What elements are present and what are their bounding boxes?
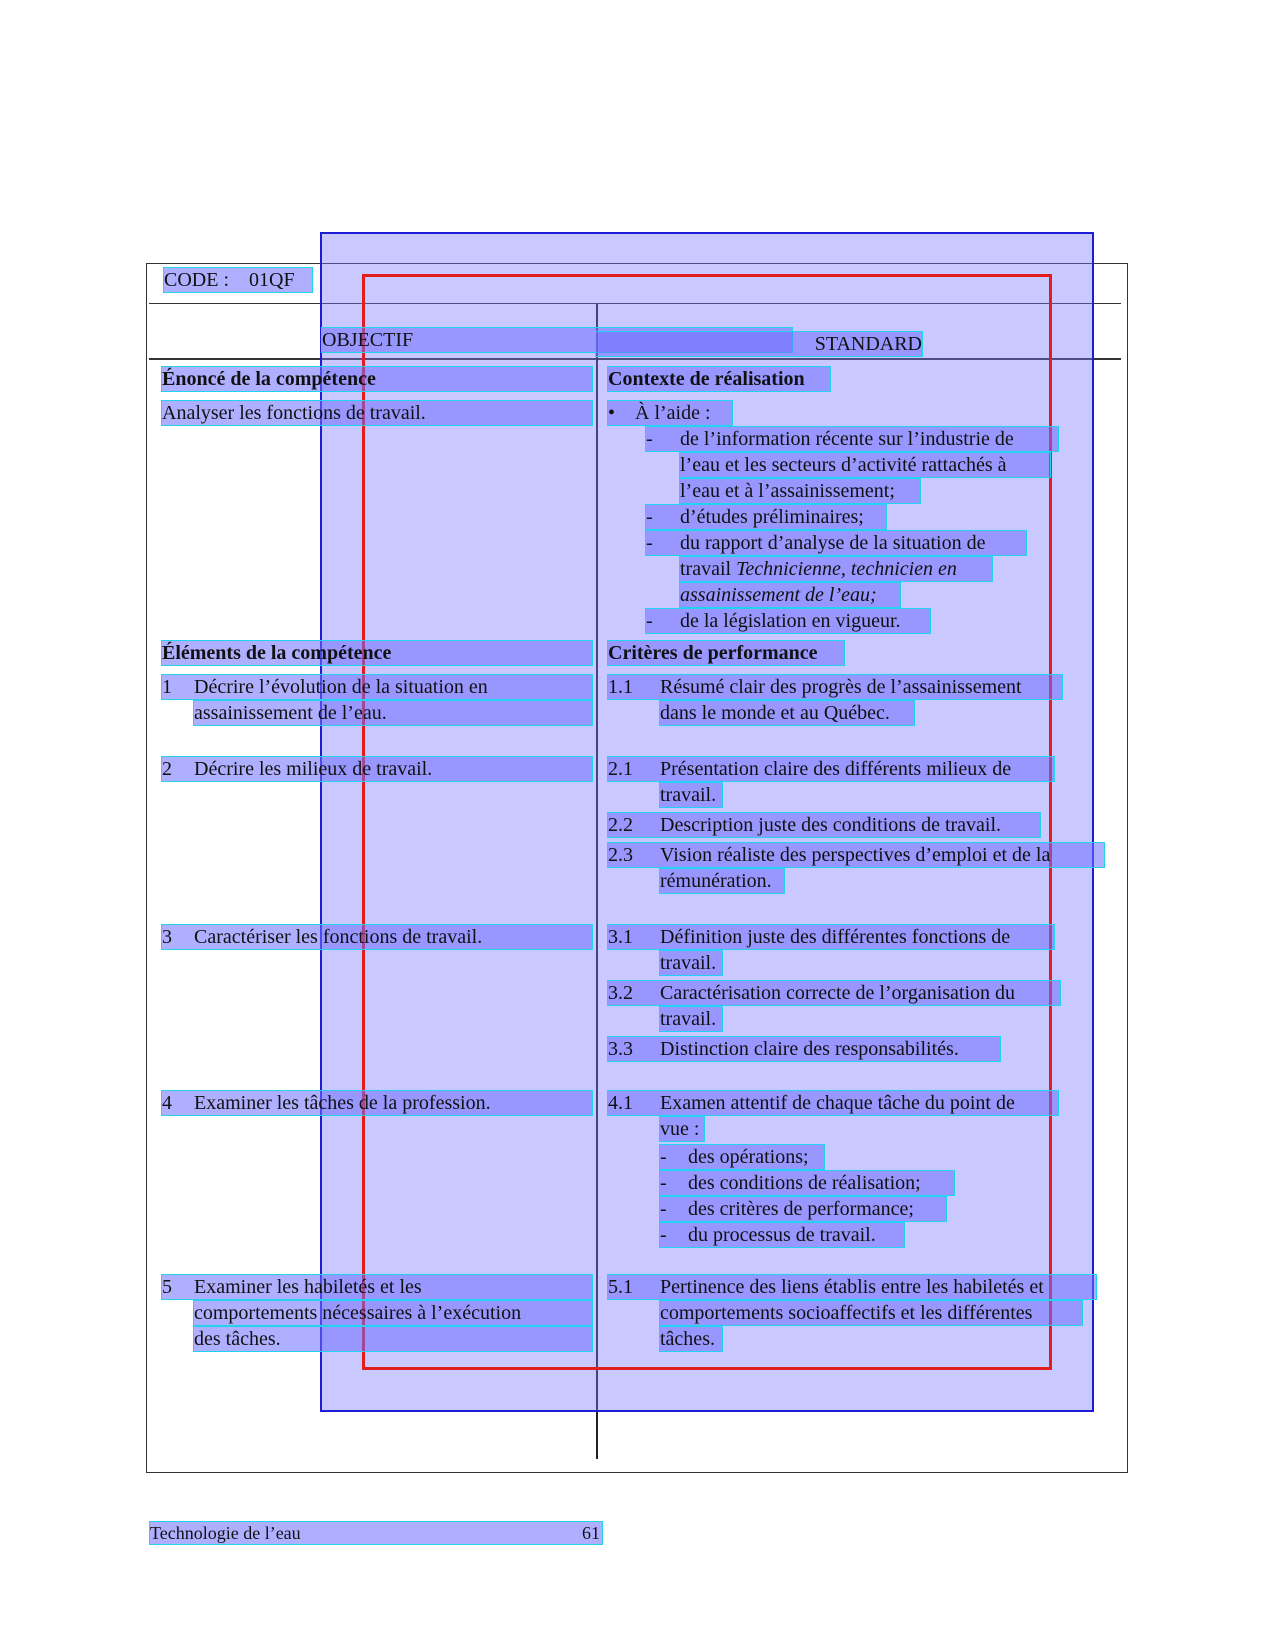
critere-number: 5.1	[608, 1276, 633, 1298]
dash: -	[660, 1224, 667, 1246]
critere-3-2-line-1	[608, 981, 1060, 1005]
element-number: 2	[162, 758, 172, 780]
book-title-part-1: Technicienne, technicien en	[736, 558, 957, 580]
element-3	[162, 925, 592, 949]
element-4	[162, 1091, 592, 1115]
contexte-item-1-line-2: l’eau et les secteurs d’activité rattachés à	[680, 453, 1050, 477]
critere-text: Présentation claire des différents milieux de	[660, 758, 1012, 780]
element-5-line-3: des tâches.	[194, 1327, 592, 1351]
critere-5-1-line-3: tâches.	[660, 1327, 722, 1351]
contexte-item-text: de l’information récente sur l’industrie de	[680, 428, 1014, 450]
element-5-line-1	[162, 1275, 592, 1299]
dash: -	[660, 1172, 667, 1194]
column-heading-objectif: OBJECTIF	[322, 328, 792, 352]
column-heading-standard: STANDARD	[596, 332, 922, 356]
contexte-item-3-line-3: assainissement de l’eau;	[680, 583, 900, 607]
page-footer	[150, 1522, 602, 1544]
bullet: •	[608, 402, 616, 424]
sub-41-item-3	[660, 1197, 946, 1221]
element-text: Décrire les milieux de travail.	[194, 758, 433, 780]
critere-3-2-line-2: travail.	[660, 1007, 722, 1031]
enonce-title: Énoncé de la compétence	[162, 367, 592, 391]
sub-41-item-4	[660, 1223, 904, 1247]
critere-text: Définition juste des différentes fonctions de	[660, 926, 1011, 948]
critere-1-1-line-2: dans le monde et au Québec.	[660, 701, 914, 725]
critere-4-1-line-1	[608, 1091, 1058, 1115]
element-1-line-1	[162, 675, 592, 699]
element-text: Décrire l’évolution de la situation en	[194, 676, 488, 698]
element-text: Examiner les tâches de la profession.	[194, 1092, 491, 1114]
critere-number: 3.1	[608, 926, 633, 948]
critere-number: 1.1	[608, 676, 633, 698]
critere-text: Description juste des conditions de travail.	[660, 814, 1002, 836]
element-number: 3	[162, 926, 172, 948]
contexte-item-text: travail	[680, 558, 737, 580]
code-label: CODE :	[164, 269, 229, 291]
sub-item-text: des critères de performance;	[688, 1198, 914, 1220]
critere-text: Distinction claire des responsabilités.	[660, 1038, 959, 1060]
contexte-item-text: de la législation en vigueur.	[680, 610, 901, 632]
critere-number: 4.1	[608, 1092, 633, 1114]
critere-number: 3.3	[608, 1038, 633, 1060]
critere-number: 3.2	[608, 982, 633, 1004]
contexte-intro-text: À l’aide :	[635, 402, 711, 424]
criteres-title: Critères de performance	[608, 641, 844, 665]
contexte-item-2	[646, 505, 886, 529]
critere-2-1-line-2: travail.	[660, 783, 722, 807]
dash: -	[646, 428, 653, 450]
dash: -	[660, 1198, 667, 1220]
contexte-item-1-line-3: l’eau et à l’assainissement;	[680, 479, 920, 503]
elements-title: Éléments de la compétence	[162, 641, 592, 665]
code-line	[164, 268, 312, 292]
critere-number: 2.1	[608, 758, 633, 780]
contexte-item-text: du rapport d’analyse de la situation de	[680, 532, 986, 554]
contexte-item-4	[646, 609, 930, 633]
contexte-item-text: d’études préliminaires;	[680, 506, 864, 528]
contexte-item-1-line-1	[646, 427, 1058, 451]
sub-41-item-1	[660, 1145, 824, 1169]
page-number: 61	[582, 1523, 600, 1543]
code-value: 01QF	[249, 269, 295, 291]
critere-text: Caractérisation correcte de l’organisation du	[660, 982, 1016, 1004]
critere-text: Pertinence des liens établis entre les habiletés et	[660, 1276, 1044, 1298]
enonce-text: Analyser les fonctions de travail.	[162, 401, 592, 425]
element-text: Caractériser les fonctions de travail.	[194, 926, 483, 948]
dash: -	[646, 506, 653, 528]
contexte-intro	[608, 401, 732, 425]
dash: -	[660, 1146, 667, 1168]
critere-2-1-line-1	[608, 757, 1054, 781]
element-number: 5	[162, 1276, 172, 1298]
critere-text: Examen attentif de chaque tâche du point de	[660, 1092, 1015, 1114]
dash: -	[646, 610, 653, 632]
critere-2-3-line-2: rémunération.	[660, 869, 784, 893]
critere-1-1-line-1	[608, 675, 1062, 699]
critere-4-1-line-2: vue :	[660, 1117, 704, 1141]
critere-number: 2.2	[608, 814, 633, 836]
dash: -	[646, 532, 653, 554]
critere-number: 2.3	[608, 844, 633, 866]
sub-item-text: du processus de travail.	[688, 1224, 876, 1246]
contexte-title: Contexte de réalisation	[608, 367, 830, 391]
critere-5-1-line-2: comportements socioaffectifs et les différentes	[660, 1301, 1082, 1325]
element-number: 4	[162, 1092, 172, 1114]
element-text: Examiner les habiletés et les	[194, 1276, 422, 1298]
critere-5-1-line-1	[608, 1275, 1096, 1299]
sub-41-item-2	[660, 1171, 954, 1195]
critere-2-3-line-1	[608, 843, 1104, 867]
critere-3-1-line-2: travail.	[660, 951, 722, 975]
critere-text: Résumé clair des progrès de l’assainissement	[660, 676, 1022, 698]
sub-item-text: des opérations;	[688, 1146, 809, 1168]
element-5-line-2: comportements nécessaires à l’exécution	[194, 1301, 592, 1325]
element-number: 1	[162, 676, 172, 698]
element-1-line-2: assainissement de l’eau.	[194, 701, 592, 725]
footer-title: Technologie de l’eau	[150, 1523, 301, 1543]
sub-item-text: des conditions de réalisation;	[688, 1172, 921, 1194]
critere-text: Vision réaliste des perspectives d’emploi et de la	[660, 844, 1051, 866]
contexte-item-3-line-1	[646, 531, 1026, 555]
critere-3-3	[608, 1037, 1000, 1061]
critere-2-2	[608, 813, 1040, 837]
element-2	[162, 757, 592, 781]
critere-3-1-line-1	[608, 925, 1054, 949]
contexte-item-3-line-2	[680, 557, 992, 581]
